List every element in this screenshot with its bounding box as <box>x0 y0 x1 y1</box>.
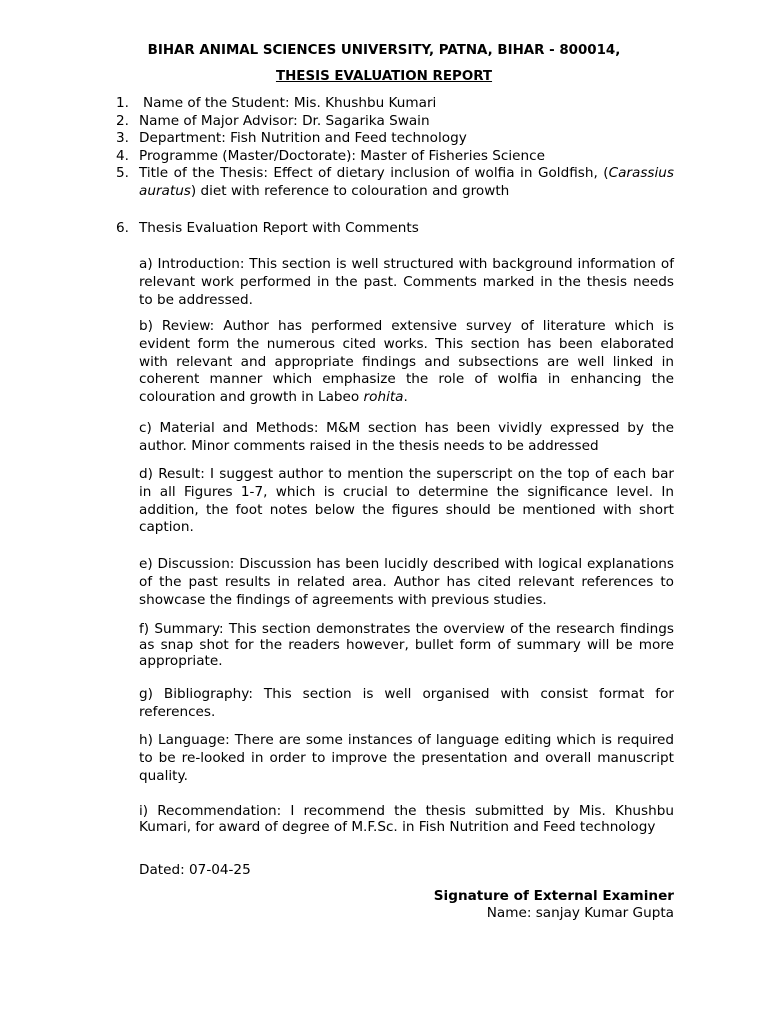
detail-item-student <box>116 95 674 113</box>
detail-text: Name of the Student: Mis. Khushbu Kumari <box>143 95 437 111</box>
comment-bibliography: g) Bibliography: This section is well organised with consist format for references. <box>139 686 674 720</box>
thesis-title-text-end: ) diet with reference to colouration and growth <box>190 182 510 199</box>
section-6-heading <box>116 220 674 238</box>
comment-summary: f) Summary: This section demonstrates the overview of the research findings as snap shot for the readers however, bullet form of summary will be more appropriate. <box>139 621 674 669</box>
detail-text: Name of Major Advisor: Dr. Sagarika Swain <box>139 112 430 129</box>
detail-item-department <box>116 130 674 148</box>
comment-result: d) Result: I suggest author to mention the superscript on the top of each bar in all Figures 1-7, which is crucial to determine the significance level. In addition, the foot notes below the figures should be mentioned with short caption. <box>139 466 674 536</box>
detail-item-advisor <box>116 113 674 131</box>
signature-title: Signature of External Examiner <box>433 888 674 904</box>
section-number: 6. <box>116 220 129 236</box>
detail-item-programme <box>116 148 674 166</box>
species-name: rohita <box>363 389 404 406</box>
detail-text: Programme (Master/Doctorate): Master of Fisheries Science <box>139 147 545 164</box>
detail-number: 2. <box>116 112 129 129</box>
section-title: Thesis Evaluation Report with Comments <box>139 220 419 236</box>
comment-discussion: e) Discussion: Discussion has been lucidly described with logical explanations of the past results in related area. Author has cited relevant references to showcase the findings of agreements with previous studies. <box>139 556 674 608</box>
examiner-name: Name: sanjay Kumar Gupta <box>486 904 674 921</box>
detail-number: 5. <box>116 165 129 182</box>
detail-number: 1. <box>116 95 129 111</box>
detail-number: 4. <box>116 147 129 164</box>
detail-number: 3. <box>116 130 129 147</box>
thesis-title-text: Title of the Thesis: Effect of dietary inclusion of wolfia in Goldfish, ( <box>139 165 609 182</box>
signature-block <box>434 888 674 921</box>
university-heading: BIHAR ANIMAL SCIENCES UNIVERSITY, PATNA, BIHAR - 800014, <box>147 43 621 58</box>
student-details-list <box>116 95 674 201</box>
comment-methods: c) Material and Methods: M&M section has been vividly expressed by the author. Minor comments raised in the thesis needs to be addressed <box>139 420 674 454</box>
review-end: . <box>403 389 408 406</box>
report-title: THESIS EVALUATION REPORT <box>275 69 493 84</box>
comment-review <box>139 318 674 407</box>
comment-recommendation: i) Recommendation: I recommend the thesis submitted by Mis. Khushbu Kumari, for award of degree of M.F.Sc. in Fish Nutrition and Feed technology <box>139 803 674 835</box>
comment-language: h) Language: There are some instances of language editing which is required to be re-looked in order to improve the presentation and overall manuscript quality. <box>139 732 674 784</box>
review-text: b) Review: Author has performed extensive survey of literature which is evident form the numerous cited works. This section has been elaborated with relevant and appropriate findings and subsections are well linked in coherent manner which emphasize the role of wolfia in enhancing the colouration and growth in Labeo <box>139 318 674 406</box>
date-line: Dated: 07-04-25 <box>139 862 251 878</box>
detail-item-thesis-title <box>116 165 674 200</box>
comment-introduction: a) Introduction: This section is well structured with background information of relevant work performed in the past. Comments marked in the thesis needs to be addressed. <box>139 256 674 308</box>
species-name: Carassius auratus <box>139 165 674 199</box>
detail-text: Department: Fish Nutrition and Feed technology <box>139 130 467 147</box>
